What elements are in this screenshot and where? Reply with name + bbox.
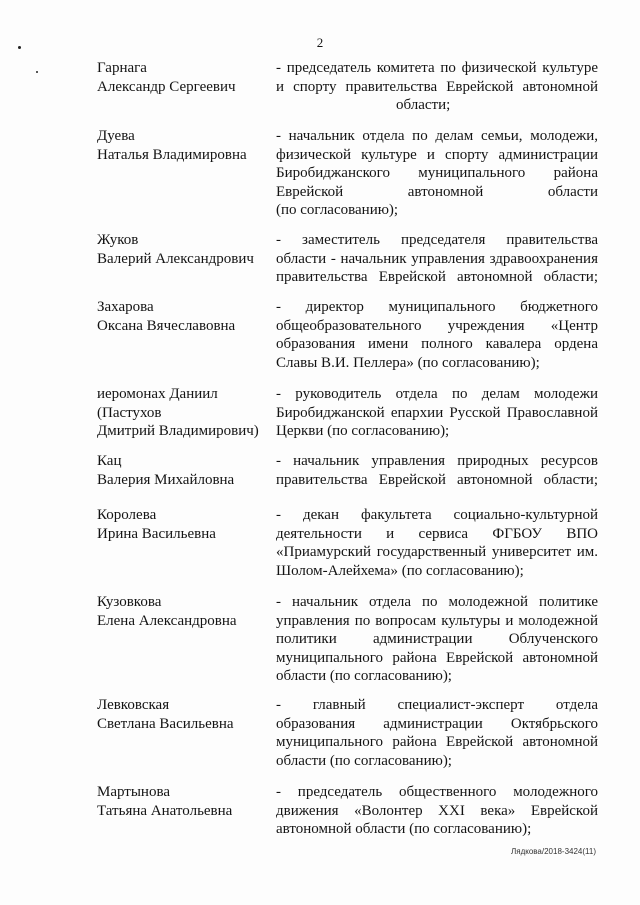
member-name [97, 298, 277, 335]
member-name-line: Елена Александровна [97, 612, 237, 629]
member-position-line: - заместитель председателя правительства [276, 232, 598, 248]
member-position-line: Биробиджанского муниципального района [276, 165, 598, 181]
member-position-line: деятельности и сервиса ФГБОУ ВПО [276, 525, 598, 542]
member-position [276, 593, 598, 686]
member-position-line: - председатель общественного молодежного [276, 784, 598, 800]
member-name-line: Левковская [97, 697, 170, 713]
member-position [276, 127, 598, 220]
member-name [97, 696, 277, 733]
member-position-line: образования администрации Октябрьского [276, 715, 598, 732]
member-position-line: - начальник управления природных ресурсов [276, 453, 598, 469]
member-name-line: Гарнага [97, 60, 147, 76]
member-name [97, 452, 277, 489]
member-name [97, 231, 277, 268]
page-number: 2 [316, 35, 324, 50]
member-name-line: Кац [97, 453, 122, 469]
member-name-line: Оксана Вячеславовна [97, 317, 236, 334]
member-position-line: - директор муниципального бюджетного [276, 299, 598, 315]
member-position-line: движения «Волонтер XXI века» Еврейской [276, 802, 598, 819]
member-name-line: Валерий Александрович [97, 250, 254, 267]
member-position-line: - начальник отдела по делам семьи, молодежи, [276, 128, 598, 144]
member-position-line: «Приамурский государственный университет им. [276, 544, 598, 560]
member-position-line: правительства Еврейской автономной области; [276, 269, 598, 285]
member-position-line: управления по вопросам культуры и молодежной [276, 612, 598, 629]
member-position-line: правительства Еврейской автономной области; [276, 471, 598, 488]
member-name-line: Наталья Владимировна [97, 146, 247, 163]
member-name-line: Дуева [97, 128, 135, 144]
member-position-line: - начальник отдела по молодежной политике [276, 594, 598, 610]
member-position [276, 696, 598, 770]
member-position-line: Славы В.И. Пеллера» (по согласованию); [276, 354, 540, 371]
member-position-line: общеобразовательного учреждения «Центр [276, 317, 598, 334]
member-name [97, 59, 277, 96]
member-position-line: области (по согласованию); [276, 752, 452, 769]
member-name-line: Валерия Михайловна [97, 471, 235, 488]
member-position-line: физической культуре и спорту администрации [276, 146, 598, 163]
member-name-line: иеромонах Даниил [97, 386, 218, 402]
member-position-line: - руководитель отдела по делам молодежи [276, 386, 598, 402]
member-position-line: - председатель комитета по физической культуре [276, 60, 598, 76]
member-name-line: Ирина Васильевна [97, 525, 216, 542]
scan-speck [36, 71, 38, 73]
member-position-line: Церкви (по согласованию); [276, 423, 450, 439]
member-position-line: Еврейской автономной области [276, 183, 598, 200]
member-name [97, 593, 277, 630]
member-name-line: Дмитрий Владимирович) [97, 423, 259, 439]
member-name-line: Королева [97, 507, 157, 523]
document-code: Лядкова/2018-3424(11) [510, 846, 596, 856]
member-position-line: образования имени полного кавалера ордена [276, 336, 598, 352]
member-name-line: Светлана Васильевна [97, 715, 234, 732]
member-name-line: Захарова [97, 299, 154, 315]
member-position [276, 59, 598, 115]
member-position-line: области - начальник управления здравоохранения [276, 250, 598, 267]
member-position-line: политики администрации Облученского [276, 631, 598, 647]
member-name [97, 385, 277, 441]
member-position [276, 783, 598, 839]
member-position [276, 385, 598, 441]
member-position-line: муниципального района Еврейской автономной [276, 649, 598, 666]
member-position-line: Биробиджанской епархии Русской Православной [276, 404, 598, 421]
member-position-line: области (по согласованию); [276, 668, 452, 684]
member-name [97, 127, 277, 164]
member-position [276, 298, 598, 372]
member-name [97, 783, 277, 820]
member-position [276, 452, 598, 489]
member-position-line: - главный специалист-эксперт отдела [276, 697, 598, 713]
member-name-line: (Пастухов [97, 404, 162, 421]
member-position-line: области; [396, 97, 451, 113]
member-position [276, 506, 598, 580]
member-position-line: и спорту правительства Еврейской автономной [276, 78, 598, 95]
member-position-line: - декан факультета социально-культурной [276, 507, 598, 523]
member-position-line: муниципального района Еврейской автономной [276, 734, 598, 750]
member-name-line: Татьяна Анатольевна [97, 802, 233, 819]
member-name-line: Александр Сергеевич [97, 78, 236, 95]
member-position [276, 231, 598, 287]
member-name-line: Жуков [97, 232, 139, 248]
member-position-line: (по согласованию); [276, 202, 399, 218]
member-position-line: Шолом-Алейхема» (по согласованию); [276, 562, 524, 579]
member-name-line: Кузовкова [97, 594, 162, 610]
member-name-line: Мартынова [97, 784, 171, 800]
member-position-line: автономной области (по согласованию); [276, 821, 532, 837]
member-name [97, 506, 277, 543]
